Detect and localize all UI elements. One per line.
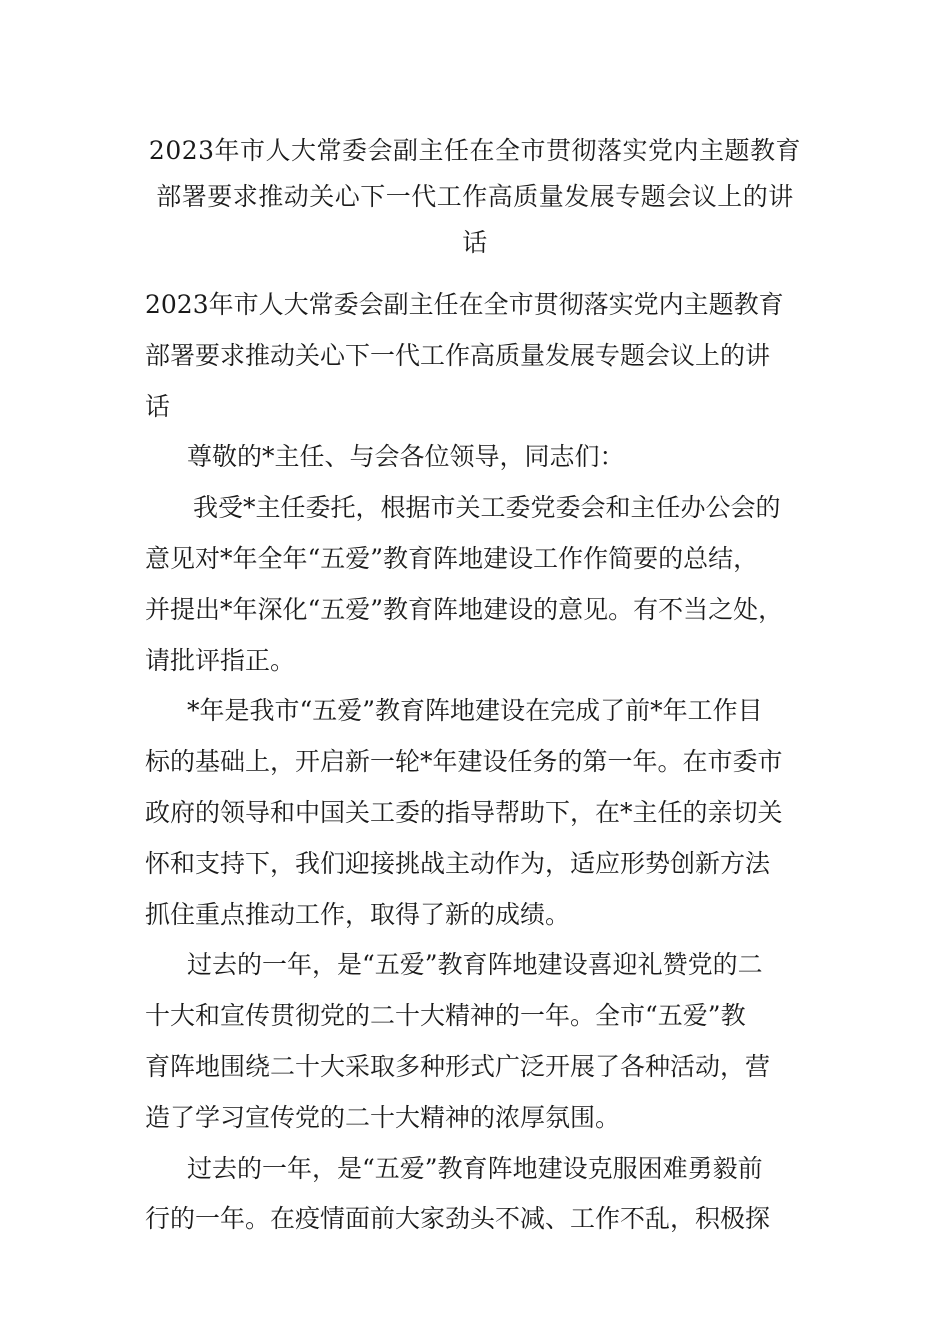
paragraph-line: 我受*主任委托，根据市关工委党委会和主任办公会的 — [193, 493, 781, 523]
paragraph-line: 请批评指正。 — [145, 645, 296, 675]
paragraph-line: 过去的一年，是“五爱”教育阵地建设喜迎礼赞党的二 — [187, 950, 763, 980]
paragraph-line: 怀和支持下，我们迎接挑战主动作为，适应形势创新方法 — [145, 848, 771, 878]
paragraph-line: 造了学习宣传党的二十大精神的浓厚氛围。 — [145, 1102, 621, 1132]
paragraph-line: 意见对*年全年“五爱”教育阵地建设工作作简要的总结， — [145, 543, 759, 573]
paragraph-line: 十大和宣传贯彻党的二十大精神的一年。全市“五爱”教 — [145, 1001, 746, 1031]
salutation: 尊敬的*主任、与会各位领导，同志们： — [187, 442, 625, 472]
body-line: 部署要求推动关心下一代工作高质量发展专题会议上的讲 — [145, 340, 771, 370]
body-line: 2023年市人大常委会副主任在全市贯彻落实党内主题教育 — [145, 290, 784, 319]
document-body — [145, 280, 815, 1245]
paragraph-line: 政府的领导和中国关工委的指导帮助下，在*主任的亲切关 — [145, 797, 783, 827]
title-line-1: 2023年市人大常委会副主任在全市贯彻落实党内主题教育 — [148, 136, 802, 165]
paragraph-line: 并提出*年深化“五爱”教育阵地建设的意见。有不当之处， — [145, 594, 784, 624]
paragraph-line: 行的一年。在疫情面前大家劲头不减、工作不乱，积极探 — [145, 1204, 771, 1234]
title-line-3: 话 — [462, 228, 488, 257]
paragraph-line: 过去的一年，是“五爱”教育阵地建设克服困难勇毅前 — [187, 1153, 763, 1183]
paragraph-line: 抓住重点推动工作，取得了新的成绩。 — [145, 899, 571, 929]
title-line-2: 部署要求推动关心下一代工作高质量发展专题会议上的讲 — [156, 182, 794, 211]
document-title — [140, 128, 810, 266]
body-line: 话 — [145, 391, 171, 421]
paragraph-line: 育阵地围绕二十大采取多种形式广泛开展了各种活动，营 — [145, 1051, 771, 1081]
paragraph-line: 标的基础上，开启新一轮*年建设任务的第一年。在市委市 — [145, 747, 783, 777]
paragraph-line: *年是我市“五爱”教育阵地建设在完成了前*年工作目 — [187, 696, 763, 726]
